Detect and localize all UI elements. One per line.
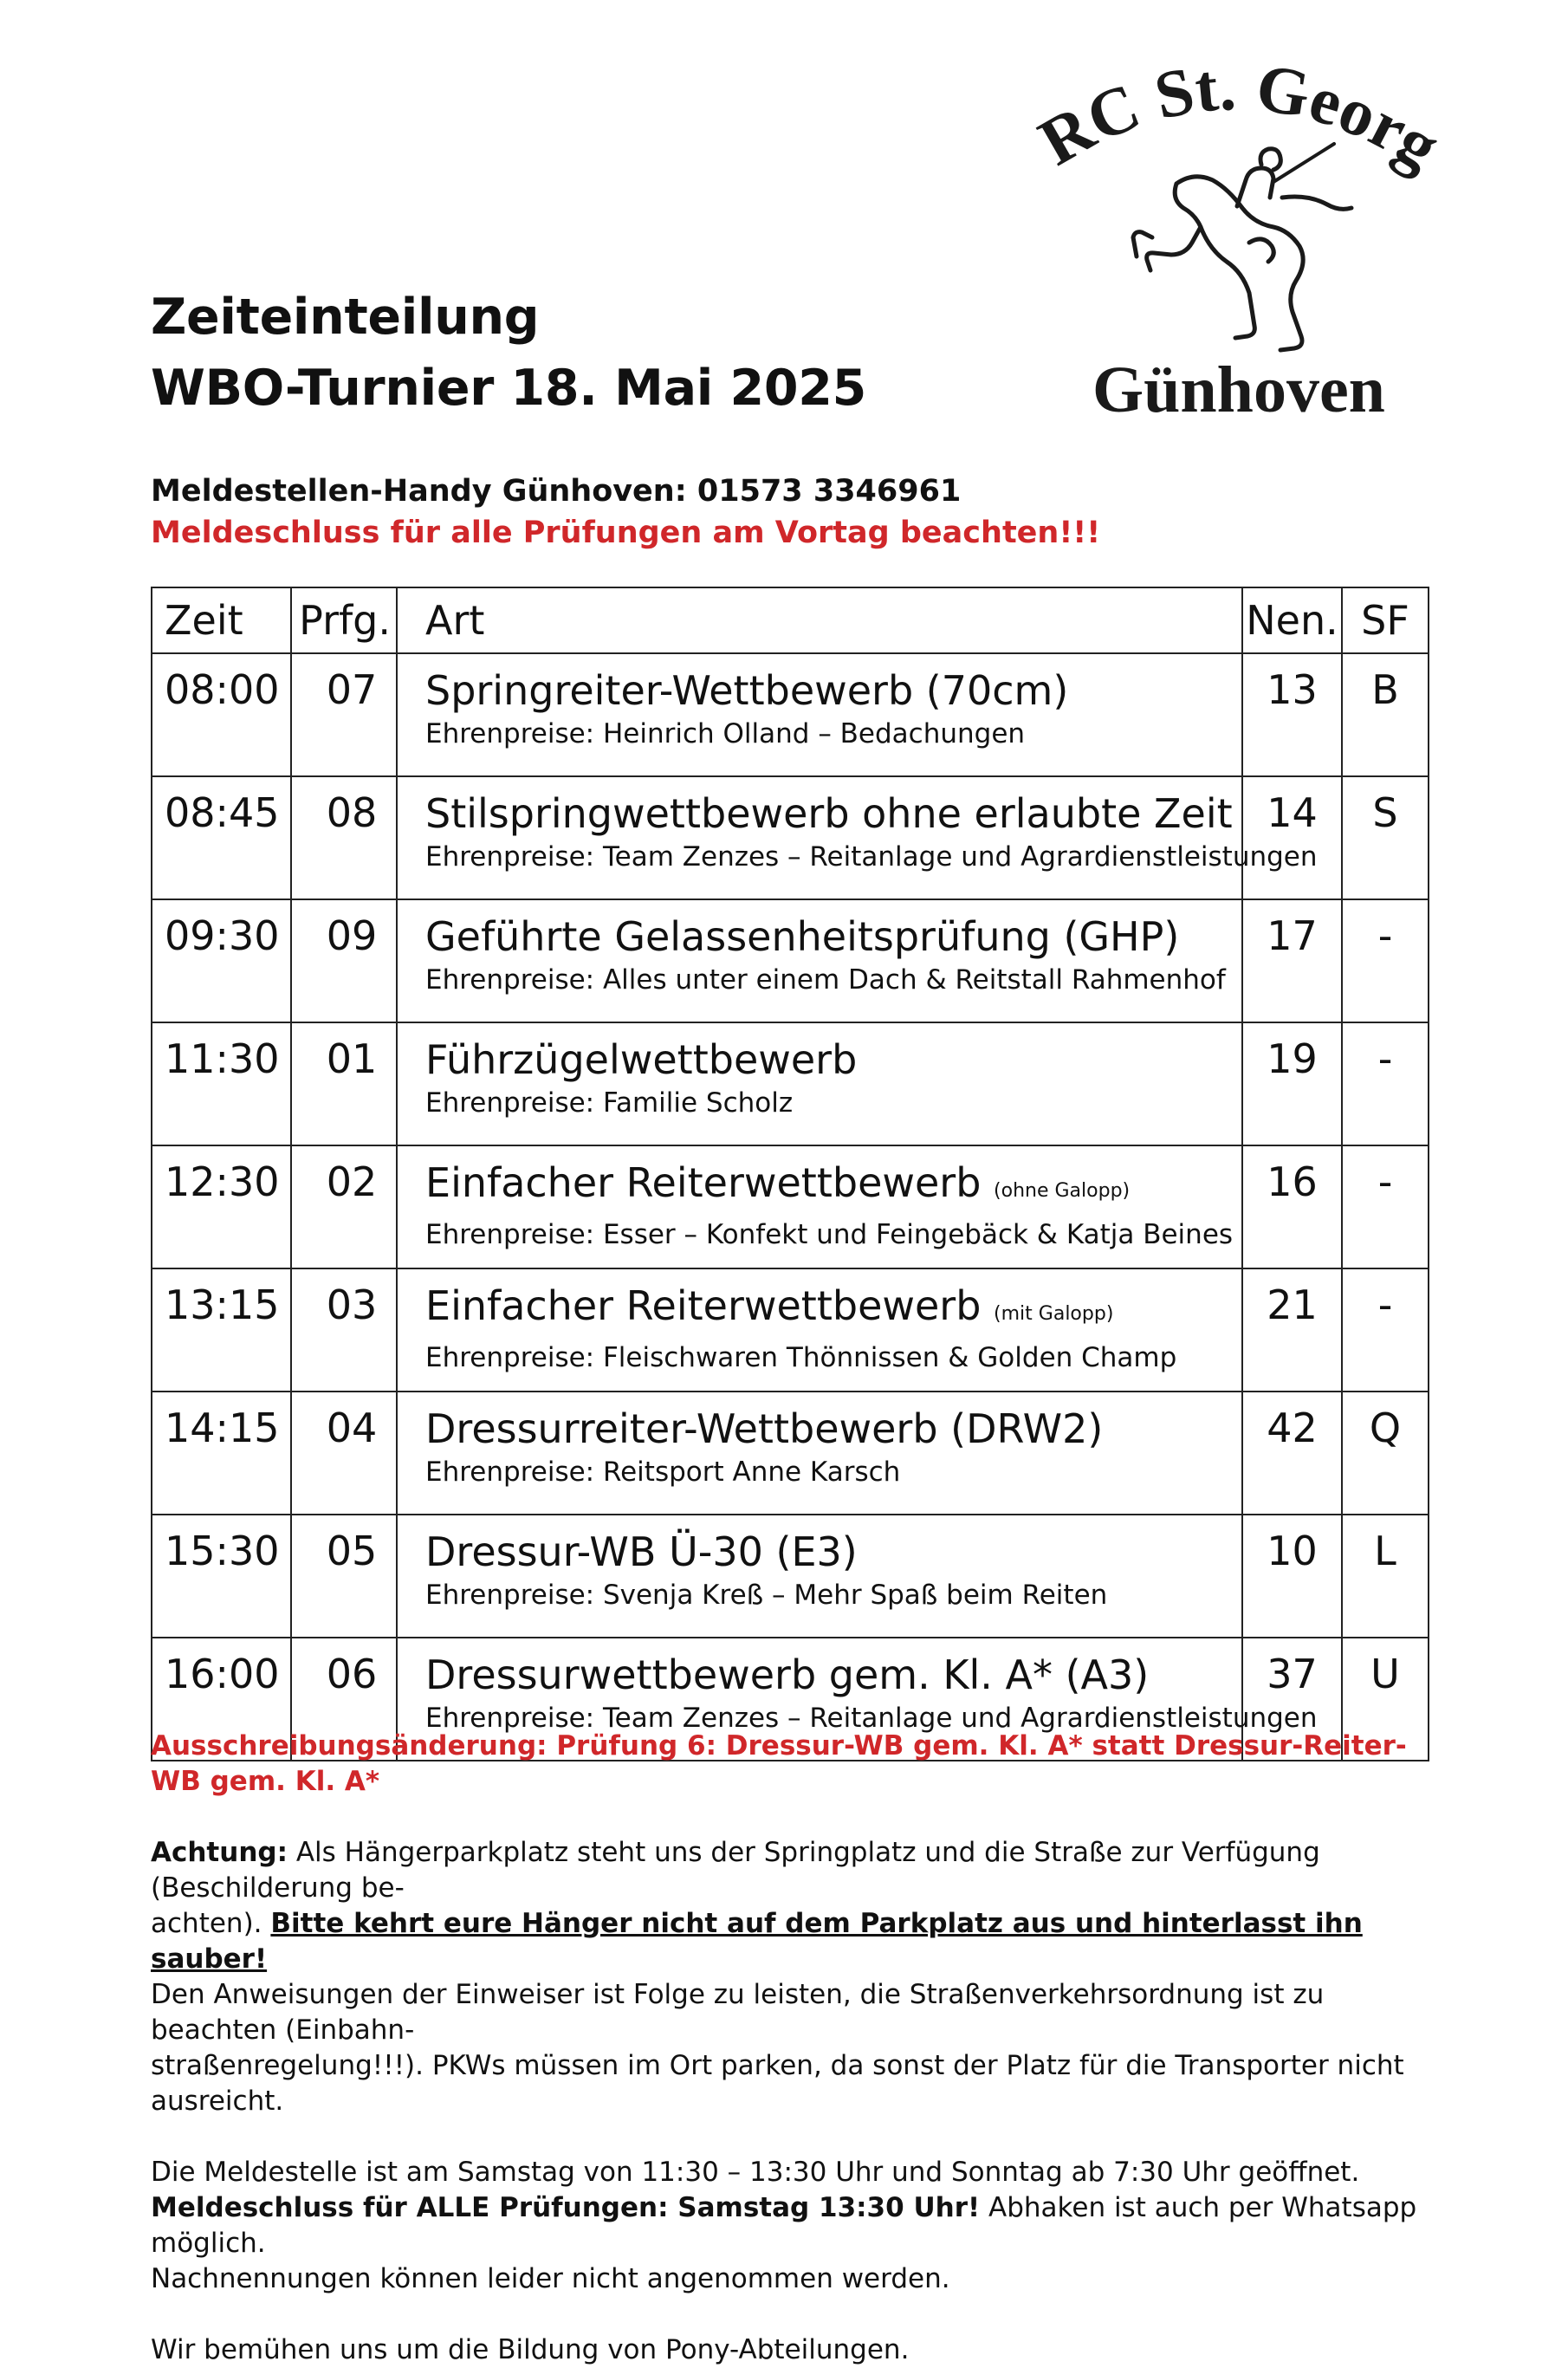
instructions-1: Den Anweisungen der Einweiser ist Folge zu leisten, die Straßenverkehrsordnung ist zu beachten (Einbahn- — [151, 1979, 1325, 2046]
cell-nen: 19 — [1242, 1022, 1342, 1145]
office-paragraph — [151, 2155, 1442, 2297]
competition-name: Dressurwettbewerb gem. Kl. A* (A3) — [425, 1651, 1150, 1698]
logo-top-text: RC St. Georg — [1027, 52, 1454, 185]
competition-title — [425, 1405, 1241, 1453]
competition-name: Dressurreiter-Wettbewerb (DRW2) — [425, 1405, 1104, 1452]
competition-title — [425, 789, 1241, 838]
table-row — [152, 653, 1429, 776]
deadline-rest: Abhaken ist auch per Whatsapp möglich. — [151, 2192, 1417, 2259]
sponsor-text: Ehrenpreise: Fleischwaren Thönnissen & Golden Champ — [425, 1342, 1177, 1373]
attention-text-2: achten). — [151, 1908, 271, 1939]
late-entries: Nachnennungen können leider nicht angenommen werden. — [151, 2263, 950, 2294]
deadline-warning: Meldeschluss für alle Prüfungen am Vortag beachten!!! — [151, 516, 1101, 550]
competition-title — [425, 666, 1241, 715]
title-line-2: WBO-Turnier 18. Mai 2025 — [151, 360, 866, 417]
competition-name: Führzügelwettbewerb — [425, 1036, 858, 1083]
competition-name: Geführte Gelassenheitsprüfung (GHP) — [425, 913, 1180, 960]
cell-prfg: 05 — [291, 1515, 397, 1638]
cell-sf: U — [1342, 1638, 1429, 1761]
competition-title — [425, 1035, 1241, 1084]
cell-sf: - — [1342, 899, 1429, 1022]
cell-nen: 14 — [1242, 776, 1342, 899]
instructions-2: straßenregelung!!!). PKWs müssen im Ort parken, da sonst der Platz für die Transporter nicht ausreicht. — [151, 2050, 1404, 2117]
logo-bottom-text: Günhoven — [1092, 354, 1385, 425]
competition-title — [425, 1158, 1241, 1216]
cell-nen: 37 — [1242, 1638, 1342, 1761]
cell-zeit: 12:30 — [152, 1145, 291, 1268]
deadline-bold: Meldeschluss für ALLE Prüfungen: Samstag 13:30 Uhr! — [151, 2192, 981, 2223]
cell-sf: Q — [1342, 1392, 1429, 1515]
competition-note: (mit Galopp) — [994, 1303, 1114, 1325]
attention-label: Achtung: — [151, 1837, 288, 1868]
cell-zeit: 13:15 — [152, 1268, 291, 1392]
cell-zeit: 08:45 — [152, 776, 291, 899]
horse-rider-icon — [1133, 144, 1351, 350]
club-logo — [1022, 52, 1455, 425]
attention-underlined: Bitte kehrt eure Hänger nicht auf dem Parkplatz aus und hinterlasst ihn sauber! — [151, 1908, 1363, 1975]
cell-sf: B — [1342, 653, 1429, 776]
cell-sf: - — [1342, 1145, 1429, 1268]
competition-name: Einfacher Reiterwettbewerb — [425, 1159, 982, 1206]
attention-paragraph — [151, 1835, 1442, 2119]
cell-sf: S — [1342, 776, 1429, 899]
table-row — [152, 776, 1429, 899]
sponsor-text: Ehrenpreise: Heinrich Olland – Bedachungen — [425, 718, 1026, 749]
cell-prfg: 03 — [291, 1268, 397, 1392]
cell-art — [397, 1145, 1242, 1268]
cell-art — [397, 1392, 1242, 1515]
cell-nen: 16 — [1242, 1145, 1342, 1268]
cell-nen: 10 — [1242, 1515, 1342, 1638]
header-art: Art — [397, 587, 1242, 653]
phone-line: Meldestellen-Handy Günhoven: 01573 3346961 — [151, 474, 962, 509]
cell-nen: 17 — [1242, 899, 1342, 1022]
competition-title — [425, 1281, 1241, 1339]
cell-prfg: 08 — [291, 776, 397, 899]
cell-zeit: 08:00 — [152, 653, 291, 776]
schedule-body — [152, 653, 1429, 1761]
header-nen: Nen. — [1242, 587, 1342, 653]
sponsor-text: Ehrenpreise: Team Zenzes – Reitanlage und Agrardienstleistungen — [425, 841, 1318, 873]
cell-zeit: 15:30 — [152, 1515, 291, 1638]
sponsor-text: Ehrenpreise: Familie Scholz — [425, 1087, 794, 1119]
sponsor-text: Ehrenpreise: Reitsport Anne Karsch — [425, 1456, 901, 1488]
table-header-row — [152, 587, 1429, 653]
competition-name: Dressur-WB Ü-30 (E3) — [425, 1528, 858, 1575]
cell-zeit: 14:15 — [152, 1392, 291, 1515]
competition-name: Einfacher Reiterwettbewerb — [425, 1282, 982, 1329]
sponsor-text: Ehrenpreise: Svenja Kreß – Mehr Spaß beim Reiten — [425, 1580, 1108, 1611]
competition-name: Springreiter-Wettbewerb (70cm) — [425, 667, 1069, 714]
table-row — [152, 1515, 1429, 1638]
table-row — [152, 1392, 1429, 1515]
cell-art — [397, 899, 1242, 1022]
office-hours: Die Meldestelle ist am Samstag von 11:30 – 13:30 Uhr und Sonntag ab 7:30 Uhr geöffnet. — [151, 2157, 1360, 2188]
title-line-1: Zeiteinteilung — [151, 289, 540, 346]
page-title — [151, 282, 866, 424]
contact-block — [151, 470, 1100, 554]
competition-title — [425, 912, 1241, 961]
cell-zeit: 09:30 — [152, 899, 291, 1022]
header-prfg: Prfg. — [291, 587, 397, 653]
cell-nen: 13 — [1242, 653, 1342, 776]
header-sf: SF — [1342, 587, 1429, 653]
notes-section — [151, 1729, 1442, 2368]
cell-art — [397, 1515, 1242, 1638]
attention-text-1: Als Hängerparkplatz steht uns der Springplatz und die Straße zur Verfügung (Beschilderung be- — [151, 1837, 1320, 1904]
cell-sf: - — [1342, 1268, 1429, 1392]
cell-art — [397, 653, 1242, 776]
cell-prfg: 06 — [291, 1638, 397, 1761]
cell-prfg: 01 — [291, 1022, 397, 1145]
header-zeit: Zeit — [152, 587, 291, 653]
schedule-table — [151, 587, 1429, 1761]
tender-change-note: Ausschreibungsänderung: Prüfung 6: Dressur-WB gem. Kl. A* statt Dressur-Reiter-WB gem. Kl. A* — [151, 1730, 1407, 1797]
table-row — [152, 1268, 1429, 1392]
pony-note: Wir bemühen uns um die Bildung von Pony-Abteilungen. — [151, 2334, 910, 2365]
cell-art — [397, 1022, 1242, 1145]
cell-zeit: 11:30 — [152, 1022, 291, 1145]
cell-sf: L — [1342, 1515, 1429, 1638]
competition-note: (ohne Galopp) — [994, 1180, 1131, 1202]
cell-prfg: 09 — [291, 899, 397, 1022]
table-row — [152, 1145, 1429, 1268]
sponsor-text: Ehrenpreise: Team Zenzes – Reitanlage und Agrardienstleistungen — [425, 1703, 1318, 1734]
cell-nen: 42 — [1242, 1392, 1342, 1515]
competition-title — [425, 1651, 1241, 1699]
competition-title — [425, 1528, 1241, 1576]
sponsor-text: Ehrenpreise: Esser – Konfekt und Feingebäck & Katja Beines — [425, 1219, 1234, 1250]
sponsor-text: Ehrenpreise: Alles unter einem Dach & Reitstall Rahmenhof — [425, 964, 1226, 996]
cell-prfg: 02 — [291, 1145, 397, 1268]
cell-art — [397, 1268, 1242, 1392]
table-row — [152, 899, 1429, 1022]
table-row — [152, 1022, 1429, 1145]
cell-sf: - — [1342, 1022, 1429, 1145]
competition-name: Stilspringwettbewerb ohne erlaubte Zeit — [425, 790, 1233, 837]
cell-prfg: 07 — [291, 653, 397, 776]
cell-zeit: 16:00 — [152, 1638, 291, 1761]
cell-nen: 21 — [1242, 1268, 1342, 1392]
cell-prfg: 04 — [291, 1392, 397, 1515]
